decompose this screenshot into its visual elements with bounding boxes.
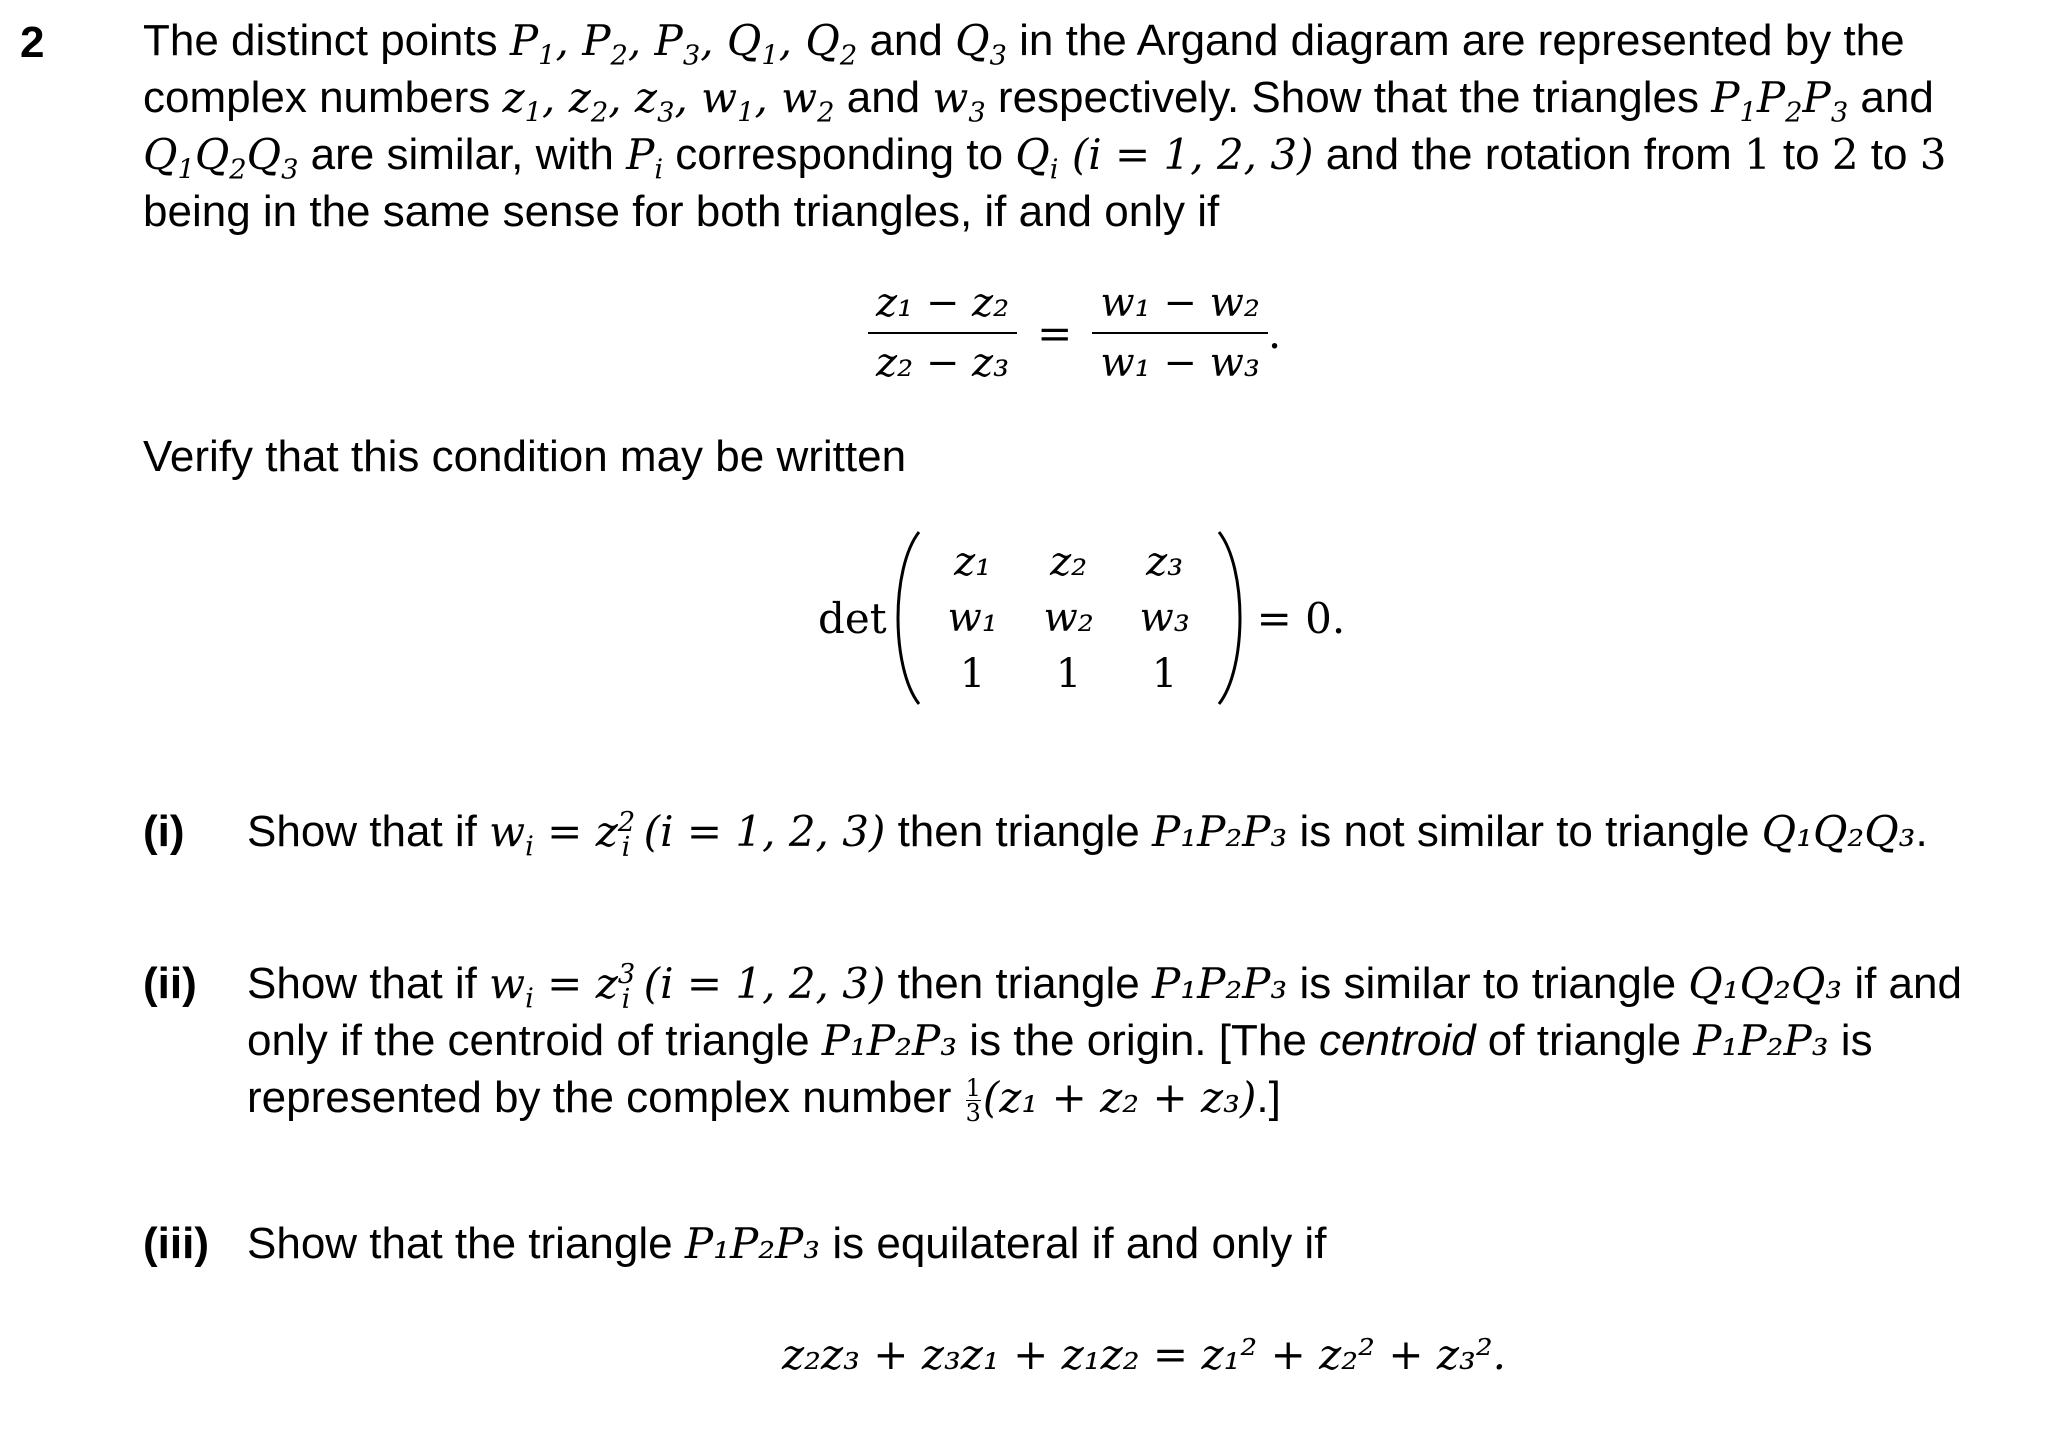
- intro-paragraph: [143, 12, 1998, 240]
- matrix-cell: 1: [959, 651, 986, 697]
- matrix-cell: 1: [1055, 651, 1082, 697]
- intro-line-3: $Q_1Q_2Q_3$ are similar, with $P_i$ corresponding to $Q_i$ (i = 1, 2, 3) and the rotation from 1 to 2 to 3: [143, 130, 1947, 186]
- fraction-w-numerator: w₁ − w₂: [1092, 274, 1268, 334]
- matrix-cell: w₂: [1043, 595, 1094, 641]
- part-iii: (iii) Show that the triangle P₁P₂P₃ is equilateral if and only if: [143, 1215, 1326, 1272]
- matrix-cell: w₃: [1139, 595, 1190, 641]
- equation-determinant: [818, 530, 1345, 706]
- fraction-z-denominator: z₂ − z₃: [876, 340, 1010, 386]
- intro-line-2: complex numbers $z_1$, $z_2$, $z_3$, $w_1$, $w_2$ and $w_3$ respectively. Show that the triangles $P_1P_2P_3$ and: [143, 73, 1934, 129]
- det-rhs: = 0.: [1256, 593, 1346, 643]
- one-third-fraction: $\frac{1}{3}$: [965, 1073, 981, 1127]
- fraction-w-denominator: w₁ − w₃: [1100, 340, 1260, 386]
- part-iii-label: (iii): [143, 1219, 209, 1268]
- matrix-cell: z₁: [954, 539, 992, 585]
- equals-sign: =: [1037, 308, 1073, 358]
- matrix: [895, 534, 1243, 702]
- left-paren: [885, 528, 925, 708]
- right-paren: [1213, 528, 1253, 708]
- part-ii: (ii) Show that if $w_i = z^3_i$ (i = 1, 2, 3) then triangle P₁P₂P₃ is similar to triangle Q₁Q₂Q₃ if and only if the centroid of triangle P₁P₂P₃ is the origin. [The centroid of triangle P₁P₂P₃ is represented by the complex number $\frac{1}{3}$ (z₁ + z₂ + z₃).]: [143, 955, 1962, 1126]
- matrix-row: [925, 534, 1213, 590]
- verify-text: Verify that this condition may be written: [143, 432, 907, 481]
- matrix-row: [925, 646, 1213, 702]
- equation-equilateral: z₂z₃ + z₃z₁ + z₁z₂ = z₁² + z₂² + z₃².: [782, 1330, 1507, 1379]
- intro-line-1: The distinct points $P_1$, $P_2$, $P_3$, $Q_1$, $Q_2$ and $Q_3$ in the Argand diagram are represented by the: [143, 16, 1905, 72]
- matrix-row: [925, 590, 1213, 646]
- part-i-label: (i): [143, 807, 185, 856]
- fraction-z: [868, 274, 1017, 392]
- matrix-cell: z₃: [1146, 539, 1184, 585]
- equation-ratio: [868, 268, 1281, 398]
- period: .: [1267, 308, 1282, 358]
- part-ii-label: (ii): [143, 959, 197, 1008]
- matrix-cell: 1: [1151, 651, 1178, 697]
- fraction-w: [1092, 274, 1268, 392]
- det-operator: det: [818, 593, 887, 643]
- intro-line-4: being in the same sense for both triangles, if and only if: [143, 187, 1220, 236]
- matrix-cell: z₂: [1050, 539, 1088, 585]
- fraction-z-numerator: z₁ − z₂: [868, 274, 1017, 334]
- question-number: 2: [20, 18, 45, 67]
- part-i: (i) Show that if $w_i = z^2_i$ (i = 1, 2, 3) then triangle P₁P₂P₃ is not similar to triangle Q₁Q₂Q₃.: [143, 803, 1928, 860]
- matrix-cell: w₁: [947, 595, 998, 641]
